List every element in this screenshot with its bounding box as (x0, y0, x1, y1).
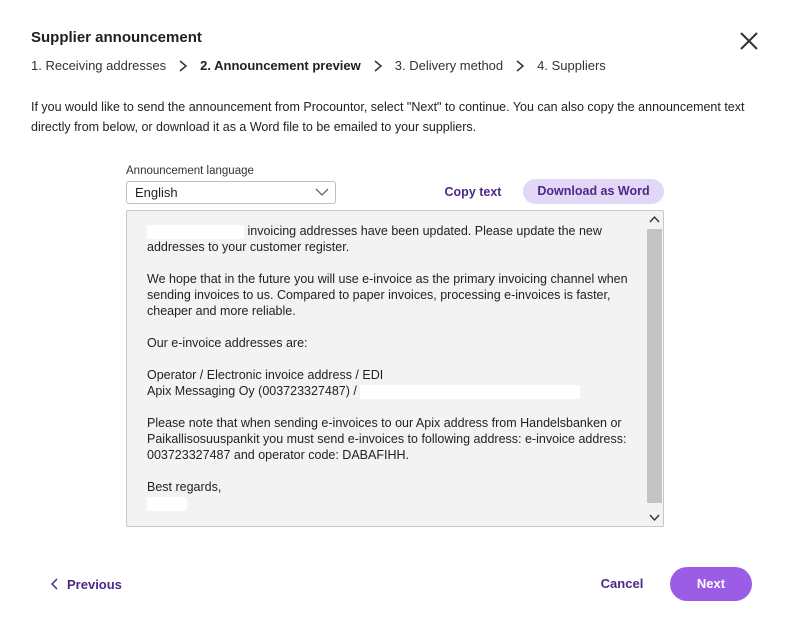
step-suppliers: 4. Suppliers (537, 58, 606, 73)
step-announcement-preview: 2. Announcement preview (200, 58, 361, 73)
next-button[interactable]: Next (670, 567, 752, 601)
copy-text-button[interactable]: Copy text (444, 185, 502, 199)
chevron-down-icon (315, 187, 329, 197)
cancel-button[interactable]: Cancel (600, 576, 644, 591)
announcement-line: 003723327487 and operator code: DABAFIHH. (147, 448, 409, 462)
download-word-button[interactable]: Download as Word (523, 179, 664, 204)
redacted-company-name (147, 225, 244, 239)
dialog-title: Supplier announcement (31, 29, 202, 46)
announcement-line: Paikallisosuuspankit you must send e-invoices to following address: e-invoice address: (147, 432, 627, 446)
chevron-right-icon (178, 60, 188, 72)
announcement-line: Best regards, (147, 480, 222, 494)
announcement-line: Apix Messaging Oy (003723327487) / (147, 384, 580, 398)
announcement-line: sending invoices to us. Compared to paper invoices, processing e-invoices is faster, (147, 288, 611, 302)
previous-label: Previous (67, 576, 122, 592)
previous-button[interactable] (50, 573, 122, 595)
announcement-line: invoicing addresses have been updated. Please update the new (147, 224, 602, 238)
redacted-signature (147, 497, 187, 511)
language-select[interactable] (126, 181, 336, 204)
intro-text (31, 98, 761, 137)
announcement-line: We hope that in the future you will use e-invoice as the primary invoicing channel when (147, 272, 628, 286)
step-delivery-method: 3. Delivery method (394, 58, 504, 73)
language-label: Announcement language (126, 165, 254, 177)
announcement-line: Our e-invoice addresses are: (147, 336, 308, 350)
scroll-down-button[interactable] (648, 510, 661, 524)
chevron-right-icon (515, 60, 525, 72)
step-breadcrumb (31, 58, 606, 73)
announcement-textarea[interactable] (126, 210, 664, 527)
intro-line: directly from below, or download it as a Word file to be emailed to your suppliers. (31, 119, 477, 134)
intro-line: If you would like to send the announcement from Procountor, select "Next" to continue. You can also copy the announcement text (31, 100, 745, 114)
announcement-line: addresses to your customer register. (147, 240, 350, 254)
announcement-line: Please note that when sending e-invoices to our Apix address from Handelsbanken or (147, 416, 622, 430)
scrollbar[interactable] (646, 211, 663, 526)
announcement-line: cheaper and more reliable. (147, 304, 296, 318)
chevron-right-icon (373, 60, 383, 72)
scroll-up-button[interactable] (648, 213, 661, 227)
step-receiving-addresses: 1. Receiving addresses (31, 58, 167, 73)
language-selected-value: English (135, 185, 178, 200)
close-icon (736, 28, 762, 54)
announcement-line: Operator / Electronic invoice address / EDI (147, 368, 384, 382)
redacted-address (360, 385, 580, 399)
scrollbar-thumb[interactable] (647, 229, 662, 503)
chevron-left-icon (50, 578, 60, 590)
announcement-text (147, 223, 642, 527)
close-button[interactable] (736, 28, 762, 54)
